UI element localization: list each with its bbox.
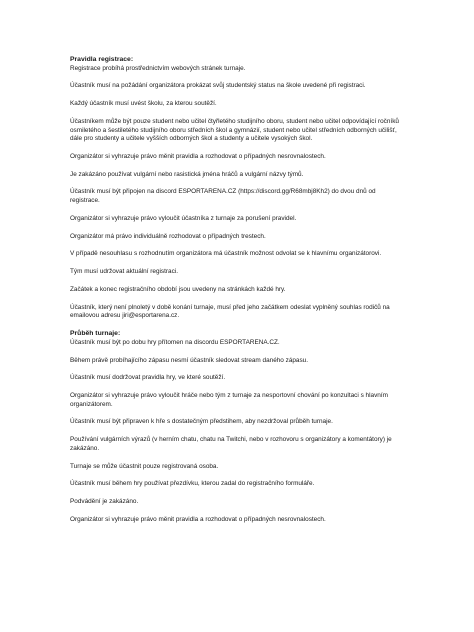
paragraph: Každý účastník musí uvést školu, za kterou soutěží. xyxy=(70,100,217,108)
section-heading: Průběh turnaje: xyxy=(70,330,121,338)
paragraph: Organizátor si vyhrazuje právo vyloučit účastníka z turnaje za porušení pravidel. xyxy=(70,214,297,222)
paragraph: Účastník, který není plnoletý v době konání turnaje, musí před jeho začátkem odeslat vyplněný souhlas rodičů na emailovou adresu jiri@esportarena.cz. xyxy=(70,303,390,320)
paragraph: Účastníkem může být pouze student nebo učitel čtyřletého studijního oboru, student nebo učitel odpovídající ročníků osmiletého a šestiletého studijního oboru středních škol a gymnázií, student nebo učitel středních odborných učilišť, dále pro studenty a učitele vyšších odborných škol a studenty a učitele vysokých škol. xyxy=(70,117,399,143)
paragraph: Turnaje se může účastnit pouze registrovaná osoba. xyxy=(70,462,219,470)
paragraph: Organizátor si vyhrazuje právo vyloučit hráče nebo tým z turnaje za nesportovní chování po konzultaci s hlavním organizátorem. xyxy=(70,392,388,408)
paragraph: Účastník musí na požádání organizátora prokázat svůj studentský status na škole uvedené při registraci. xyxy=(70,82,366,90)
paragraph: Účastník musí být po dobu hry přítomen na discordu ESPORTARENA.CZ. xyxy=(70,338,280,346)
paragraph: Během právě probíhajícího zápasu nesmí účastník sledovat stream daného zápasu. xyxy=(70,356,309,364)
paragraph: Účastník musí dodržovat pravidla hry, ve které soutěží. xyxy=(70,374,226,382)
paragraph: Podvádění je zakázáno. xyxy=(70,498,139,506)
document-content xyxy=(70,56,400,534)
section-tournament-progress xyxy=(70,330,400,524)
paragraph: Organizátor si vyhrazuje právo měnit pravidla a rozhodovat o případných nesrovnalostech. xyxy=(70,152,326,160)
paragraph: V případě nesouhlasu s rozhodnutím organizátora má účastník možnost odvolat se k hlavnímu organizátorovi. xyxy=(70,250,382,258)
paragraph: Účastník musí během hry používat přezdívku, kterou zadal do registračního formuláře. xyxy=(70,480,315,488)
paragraph: Účastník musí být připojen na discord ESPORTARENA.CZ (https://discord.gg/R68mbj8Kh2) do dvou dnů od registrace. xyxy=(70,188,376,205)
paragraph: Registrace probíhá prostřednictvím webových stránek turnaje. xyxy=(70,64,246,72)
paragraph: Tým musí udržovat aktuální registraci. xyxy=(70,268,178,276)
paragraph: Účastník musí být připraven k hře s dostatečným předstihem, aby nezdržoval průběh turnaje. xyxy=(70,418,333,426)
paragraph: Používání vulgárních výrazů (v herním chatu, chatu na Twitchi, nebo v rozhovoru s organizátory a komentátory) je zakázáno. xyxy=(70,436,392,452)
section-registration xyxy=(70,56,400,321)
paragraph: Organizátor si vyhrazuje právo měnit pravidla a rozhodovat o případných nesrovnalostech. xyxy=(70,515,326,523)
section-heading: Pravidla registrace: xyxy=(70,56,134,63)
paragraph: Organizátor má právo individuálně rozhodovat o případných trestech. xyxy=(70,232,266,240)
paragraph: Je zakázáno používat vulgární nebo rasistická jména hráčů a vulgární názvy týmů. xyxy=(70,170,304,178)
paragraph: Začátek a konec registračního období jsou uvedeny na stránkách každé hry. xyxy=(70,285,286,293)
